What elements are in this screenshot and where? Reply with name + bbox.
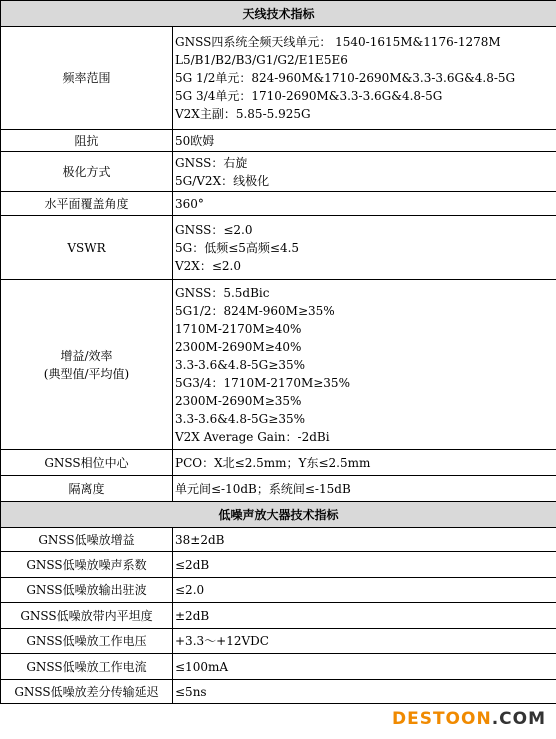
spec-value-line: GNSS：≤2.0	[175, 222, 253, 237]
spec-value	[173, 450, 556, 476]
antenna_section-header-row	[1, 1, 556, 27]
spec-value	[173, 152, 556, 192]
spec-label-line: GNSS低噪放工作电流	[26, 659, 147, 674]
spec-value-line: 1710M-2170M≥40%	[175, 321, 302, 336]
spec-label-line: 隔离度	[68, 481, 105, 496]
spec-label	[1, 654, 173, 680]
spec-value-line: 50欧姆	[175, 133, 215, 148]
spec-table-body	[1, 1, 556, 704]
spec-label	[1, 280, 173, 450]
spec-label	[1, 552, 173, 578]
spec-value-line: 5G1/2：824M-960M≥35%	[175, 303, 335, 318]
spec-value-line: 单元间≤-10dB；系统间≤-15dB	[175, 481, 351, 496]
spec-value	[173, 130, 556, 152]
spec-value-line: ≤100mA	[175, 659, 229, 674]
spec-value	[173, 280, 556, 450]
spec-value	[173, 216, 556, 280]
spec-value	[173, 476, 556, 502]
spec-label-line: GNSS相位中心	[44, 455, 129, 470]
table-row	[1, 216, 556, 280]
spec-value-line: 2300M-2690M≥40%	[175, 339, 302, 354]
spec-label-line: GNSS低噪放带内平坦度	[20, 608, 153, 623]
spec-label	[1, 680, 173, 704]
watermark-domain: .COM	[491, 709, 546, 729]
table-row	[1, 629, 556, 654]
watermark-brand: DESTOON	[391, 709, 492, 729]
section-title: 天线技术指标	[1, 1, 556, 27]
spec-value-line: 5G 3/4单元：1710-2690M&3.3-3.6G&4.8-5G	[175, 89, 443, 103]
spec-label	[1, 629, 173, 654]
spec-value	[173, 578, 556, 603]
table-row	[1, 603, 556, 629]
spec-label	[1, 476, 173, 502]
spec-label-line: 水平面覆盖角度	[44, 196, 129, 211]
table-row	[1, 680, 556, 704]
spec-label-line: VSWR	[67, 240, 106, 255]
spec-label-line: 增益/效率	[60, 348, 113, 363]
spec-label	[1, 528, 173, 552]
spec-value	[173, 552, 556, 578]
spec-value	[173, 192, 556, 216]
spec-label-line: 阻抗	[74, 133, 99, 148]
spec-value-line: 360°	[175, 196, 204, 211]
spec-label	[1, 130, 173, 152]
spec-value-line: 5G/V2X：线极化	[175, 173, 270, 188]
spec-label	[1, 603, 173, 629]
table-row	[1, 450, 556, 476]
spec-label-line: 极化方式	[62, 164, 111, 179]
spec-value-line: 3.3-3.6&4.8-5G≥35%	[175, 411, 305, 426]
spec-value-line: 5G3/4：1710M-2170M≥35%	[175, 375, 350, 390]
spec-value-line: L5/B1/B2/B3/G1/G2/E1E5E6	[175, 53, 348, 67]
spec-value-line: ≤2dB	[175, 557, 210, 572]
spec-value	[173, 629, 556, 654]
site-watermark	[392, 709, 546, 729]
spec-label-line: GNSS低噪放差分传输延迟	[14, 684, 159, 699]
spec-label-line: 频率范围	[62, 71, 111, 85]
spec-value	[173, 603, 556, 629]
spec-label	[1, 27, 173, 130]
spec-label-line: (典型值/平均值)	[43, 366, 130, 381]
table-row	[1, 130, 556, 152]
spec-label	[1, 192, 173, 216]
spec-value-line: 2300M-2690M≥35%	[175, 393, 302, 408]
spec-label	[1, 578, 173, 603]
table-row	[1, 476, 556, 502]
spec-value	[173, 27, 556, 130]
spec-value-line: 5G 1/2单元：824-960M&1710-2690M&3.3-3.6G&4.8-5G	[175, 71, 516, 85]
spec-value-line: ±2dB	[175, 608, 210, 623]
spec-value-line: 3.3-3.6&4.8-5G≥35%	[175, 357, 305, 372]
spec-value-line: ≤5ns	[175, 684, 207, 699]
spec-value-line: V2X Average Gain：-2dBi	[175, 429, 330, 444]
spec-value-line: V2X：≤2.0	[175, 258, 241, 273]
spec-value-line: 5G：低频≤5高频≤4.5	[175, 240, 300, 255]
spec-value-line: V2X主副：5.85-5.925G	[175, 107, 311, 121]
section-title: 低噪声放大器技术指标	[1, 502, 556, 528]
spec-label-line: GNSS低噪放输出驻波	[26, 583, 147, 597]
spec-value-line: GNSS：右旋	[175, 155, 248, 170]
lna_section-header-row	[1, 502, 556, 528]
spec-value	[173, 528, 556, 552]
spec-label-line: GNSS低噪放工作电压	[26, 634, 147, 648]
spec-value	[173, 680, 556, 704]
spec-value-line: 38±2dB	[175, 532, 225, 547]
table-row	[1, 528, 556, 552]
spec-value-line: GNSS：5.5dBic	[175, 285, 270, 300]
spec-label	[1, 450, 173, 476]
table-row	[1, 27, 556, 130]
spec-value-line: PCO：X北≤2.5mm；Y东≤2.5mm	[175, 455, 371, 470]
spec-label-line: GNSS低噪放增益	[38, 532, 135, 547]
table-row	[1, 578, 556, 603]
spec-label-line: GNSS低噪放噪声系数	[26, 557, 147, 572]
spec-value-line: ≤2.0	[175, 583, 205, 597]
table-row	[1, 192, 556, 216]
spec-value	[173, 654, 556, 680]
spec-label	[1, 152, 173, 192]
spec-label	[1, 216, 173, 280]
table-row	[1, 654, 556, 680]
table-row	[1, 152, 556, 192]
spec-value-line: GNSS四系统全频天线单元： 1540-1615M&1176-1278M	[175, 35, 501, 49]
table-row	[1, 552, 556, 578]
table-row	[1, 280, 556, 450]
spec-value-line: +3.3～+12VDC	[175, 634, 269, 648]
